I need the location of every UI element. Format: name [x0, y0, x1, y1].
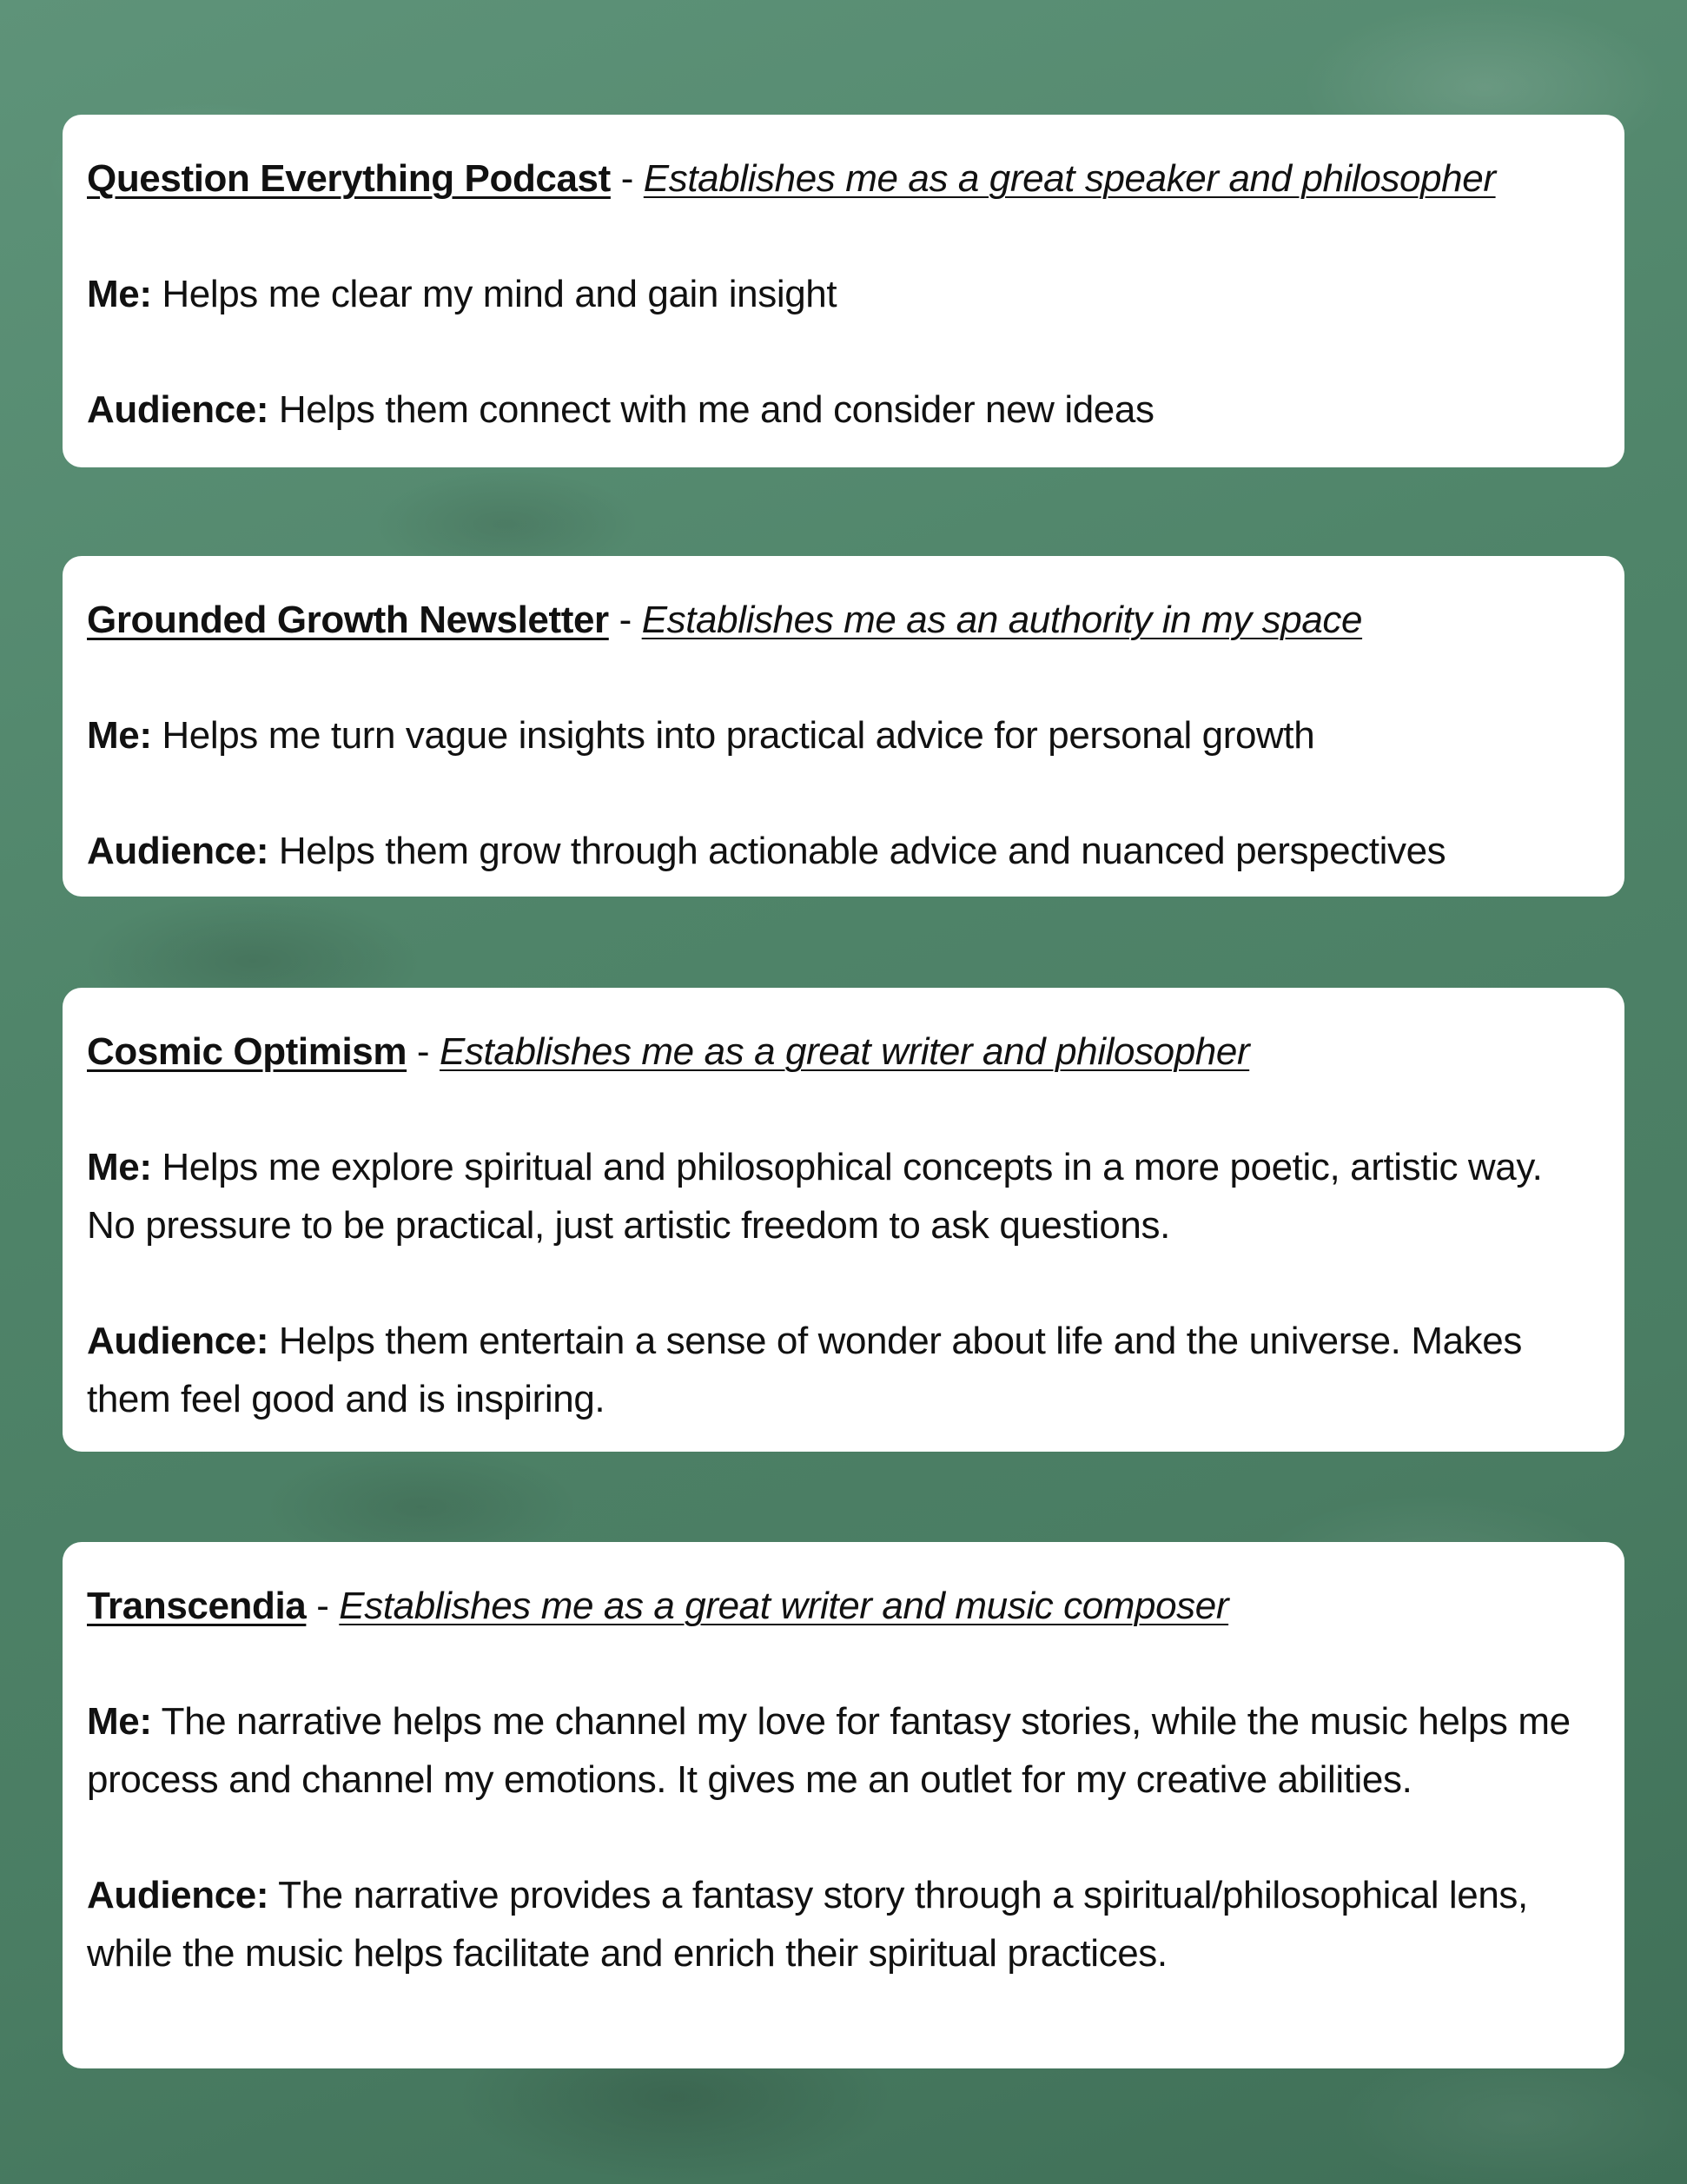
- me-label: Me:: [87, 1700, 152, 1743]
- card-cosmic-optimism: [63, 988, 1624, 1452]
- me-text: Helps me turn vague insights into practical advice for personal growth: [151, 714, 1315, 757]
- card-separator: -: [407, 1030, 440, 1073]
- card-tagline: Establishes me as a great writer and philosopher: [440, 1030, 1250, 1073]
- card-separator: -: [306, 1585, 340, 1627]
- audience-label: Audience:: [87, 1320, 269, 1362]
- card-audience-line: [87, 381, 1600, 439]
- audience-label: Audience:: [87, 388, 269, 431]
- card-heading: [87, 1578, 1600, 1635]
- card-me-line: [87, 706, 1600, 764]
- audience-text: The narrative provides a fantasy story through a spiritual/philosophical lens, while the music helps facilitate and enrich their spiritual practices.: [87, 1874, 1528, 1975]
- card-me-line: [87, 265, 1600, 323]
- card-tagline: Establishes me as a great writer and music composer: [339, 1585, 1229, 1627]
- card-audience-line: [87, 822, 1600, 880]
- card-title: Cosmic Optimism: [87, 1030, 407, 1073]
- me-label: Me:: [87, 273, 152, 315]
- audience-label: Audience:: [87, 830, 269, 872]
- card-title: Transcendia: [87, 1585, 307, 1627]
- me-label: Me:: [87, 714, 152, 757]
- card-heading: [87, 150, 1600, 208]
- me-label: Me:: [87, 1146, 152, 1188]
- card-heading: [87, 592, 1600, 649]
- card-tagline: Establishes me as an authority in my space: [641, 599, 1363, 641]
- audience-text: Helps them grow through actionable advice and nuanced perspectives: [268, 830, 1446, 872]
- card-question-everything-podcast: [63, 115, 1624, 467]
- card-heading: [87, 1023, 1600, 1081]
- card-separator: -: [610, 157, 644, 200]
- card-me-line: [87, 1692, 1600, 1809]
- card-audience-line: [87, 1866, 1600, 1982]
- audience-text: Helps them connect with me and consider new ideas: [268, 388, 1154, 431]
- card-grounded-growth-newsletter: [63, 556, 1624, 897]
- card-title: Grounded Growth Newsletter: [87, 599, 609, 641]
- me-text: Helps me clear my mind and gain insight: [151, 273, 837, 315]
- me-text: Helps me explore spiritual and philosophical concepts in a more poetic, artistic way. No pressure to be practical, just artistic freedom to ask questions.: [87, 1146, 1543, 1247]
- card-me-line: [87, 1138, 1600, 1254]
- card-transcendia: [63, 1542, 1624, 2068]
- audience-text: Helps them entertain a sense of wonder about life and the universe. Makes them feel good and is inspiring.: [87, 1320, 1522, 1420]
- card-title: Question Everything Podcast: [87, 157, 611, 200]
- audience-label: Audience:: [87, 1874, 269, 1916]
- card-separator: -: [608, 599, 642, 641]
- card-tagline: Establishes me as a great speaker and philosopher: [643, 157, 1496, 200]
- card-audience-line: [87, 1312, 1600, 1428]
- me-text: The narrative helps me channel my love for fantasy stories, while the music helps me process and channel my emotions. It gives me an outlet for my creative abilities.: [87, 1700, 1571, 1801]
